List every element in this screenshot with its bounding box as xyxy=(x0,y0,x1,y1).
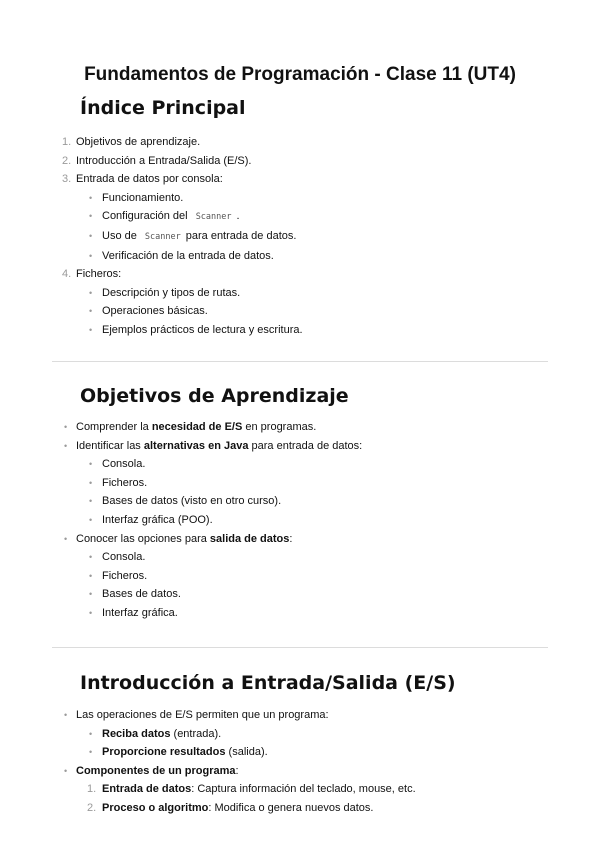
list-item: • Interfaz gráfica. xyxy=(89,606,178,619)
list-item: • Interfaz gráfica (POO). xyxy=(89,513,213,526)
list-item: 3. Entrada de datos por consola: xyxy=(62,173,223,186)
section-divider xyxy=(52,647,548,648)
code-scanner: Scanner xyxy=(195,212,232,223)
list-item: • Bases de datos. xyxy=(89,588,181,601)
document-title: Fundamentos de Programación - Clase 11 (UT4) xyxy=(84,64,516,85)
list-item: • Conocer las opciones para salida de datos: xyxy=(64,532,293,545)
list-item: • Ficheros. xyxy=(89,569,148,582)
list-item: • Consola. xyxy=(89,458,146,471)
list-item: 2. Proceso o algoritmo: Modifica o genera nuevos datos. xyxy=(87,801,374,814)
index-heading: Índice Principal xyxy=(80,97,246,119)
code-scanner: Scanner xyxy=(144,231,181,242)
list-item: • Bases de datos (visto en otro curso). xyxy=(89,495,282,508)
list-item: • Ficheros. xyxy=(89,476,148,489)
list-item: 1. Objetivos de aprendizaje. xyxy=(62,136,201,148)
list-item: 2. Introducción a Entrada/Salida (E/S). xyxy=(62,154,252,167)
list-item: • Reciba datos (entrada). xyxy=(89,727,222,740)
objetivos-heading: Objetivos de Aprendizaje xyxy=(80,385,349,407)
list-item: • Consola. xyxy=(89,551,146,564)
list-item: • Las operaciones de E/S permiten que un programa: xyxy=(64,709,329,721)
list-item: • Proporcione resultados (salida). xyxy=(89,746,268,759)
list-item: • Operaciones básicas. xyxy=(89,305,208,318)
list-item: • Descripción y tipos de rutas. xyxy=(89,286,241,299)
section-divider xyxy=(52,361,548,362)
list-item: • Identificar las alternativas en Java para entrada de datos: xyxy=(64,439,363,452)
list-item: • Comprender la necesidad de E/S en programas. xyxy=(64,421,317,433)
list-item: 1. Entrada de datos: Captura información del teclado, mouse, etc. xyxy=(87,783,416,796)
objetivos-list xyxy=(62,418,362,623)
list-item: • Configuración del Scanner . xyxy=(89,210,240,223)
intro-heading: Introducción a Entrada/Salida (E/S) xyxy=(80,672,456,694)
intro-list xyxy=(62,706,416,818)
list-item: • Componentes de un programa: xyxy=(64,764,239,777)
list-item: • Verificación de la entrada de datos. xyxy=(89,249,274,262)
list-item: • Funcionamiento. xyxy=(89,191,184,204)
list-item: • Ejemplos prácticos de lectura y escritura. xyxy=(89,323,303,336)
index-list xyxy=(62,133,303,340)
list-item: 4. Ficheros: xyxy=(62,268,122,281)
list-item: • Uso de Scanner para entrada de datos. xyxy=(89,229,297,242)
